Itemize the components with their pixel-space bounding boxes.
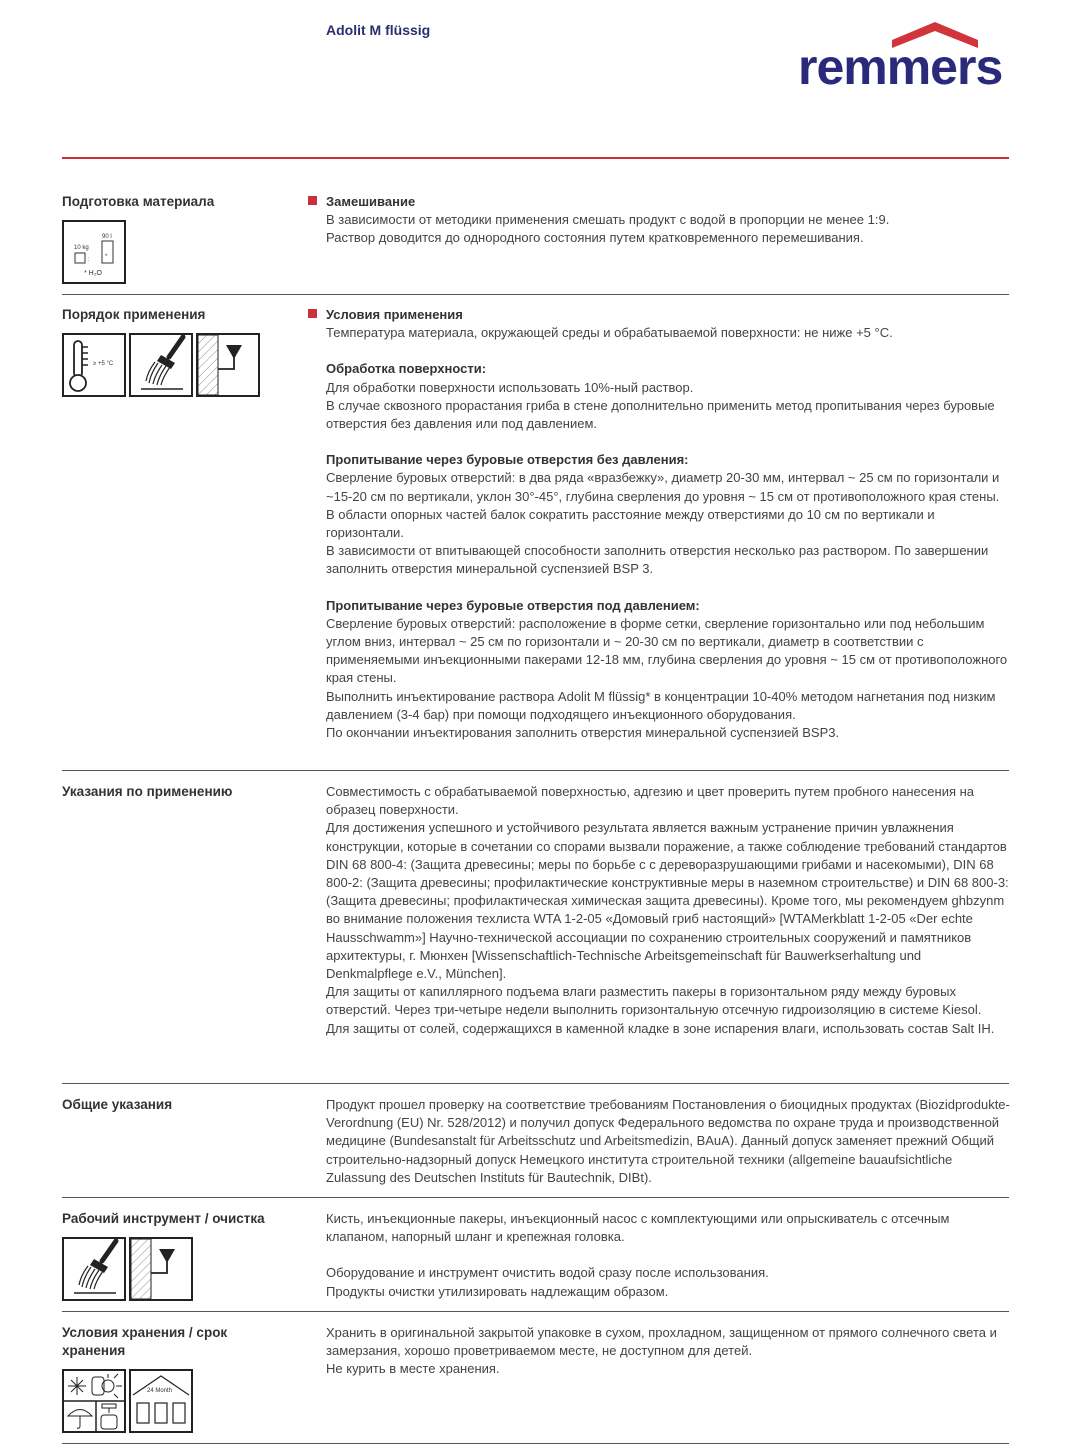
header-divider — [62, 157, 1009, 159]
section-title: Указания по применению — [62, 784, 233, 799]
text-line: Для достижения успешного и устойчивого результата является важным устранение причин увлажнения конструкции, которые в сочетании со спорами вызвали поражение, а также соблюдение требований стандартов DIN 68 800-4: (Защита древесины; меры по борьбе с с дереворазрушающими грибами и насекомыми), DIN 68 800-2: (Защита древесины; профилактические конструктивные меры в наземном строительстве) и DIN 68 800-3: (Защита древесины; профилактическая химическая защита древесины). Кроме того, мы рекомендуем ghbzynm во внимание положения техлиста WTA 1-2-05 «Домовый гриб настоящий» [WTAMerkblatt 1-2-05 «Der echte Hausschwamm»] Научно-технической ассоциации по сохранению строительных сооружений и памятников архитектуры, г. Мюнхен [Wissenschaftlich-Technische Arbeitsgemeinschaft für Bauwerkserhaltung und Denkmalpflege e.V., München]. — [326, 820, 1009, 982]
section-body — [326, 1324, 1010, 1379]
section-title: Рабочий инструмент / очистка — [62, 1211, 265, 1226]
section-divider — [62, 1311, 1009, 1312]
text-line: Для защиты от капиллярного подъема влаги разместить пакеры в горизонтальном ряду между буровых отверстий. Через три-четыре недели выполнить горизонтальную отсечную гидроизоляцию в системе Kiesol. — [326, 984, 982, 1018]
text-line: Не курить в месте хранения. — [326, 1361, 500, 1377]
logo-text: remmers — [798, 39, 1003, 95]
section-body — [326, 306, 1010, 742]
subheading-mixing: Замешивание — [326, 193, 1010, 211]
text-line: Сверление буровых отверстий: в два ряда «вразбежку», диаметр 20-30 мм, интервал ~ 25 см по горизонтали и ~15-20 см по вертикали, уклон 30°-45°, глубина сверления до уровня ~ 15 см от противоположного края стены. — [326, 470, 1000, 504]
section-divider — [62, 1197, 1009, 1198]
text-line: Раствор доводится до однородного состояния путем кратковременного перемешивания. — [326, 230, 864, 246]
icon-label-water: * H₂O — [84, 270, 102, 277]
section-body — [326, 1096, 1010, 1187]
text-line: Совместимость с обрабатываемой поверхностью, адгезию и цвет проверить путем пробного нанесения на образец поверхности. — [326, 784, 975, 818]
bullet-marker — [308, 309, 317, 318]
section-divider — [62, 1083, 1009, 1084]
text-line: В области опорных частей балок сократить расстояние между отверстиями до 10 см по вертикали и горизонтали. — [326, 506, 935, 541]
icon-label-kg: 10 kg — [74, 245, 89, 251]
subheading-no-pressure: Пропитывание через буровые отверстия без давления: — [326, 452, 689, 468]
section-tools-cleaning — [62, 1210, 1009, 1310]
section-divider — [62, 1443, 1009, 1444]
section-general-notes — [62, 1096, 1009, 1196]
section-body — [326, 1210, 1010, 1301]
text-line: Для обработки поверхности использовать 10%-ный раствор. — [326, 379, 694, 395]
subheading-conditions: Условия применения — [326, 306, 1010, 324]
text-line: По окончании инъектирования заполнить отверстия минеральной суспензией BSP3. — [326, 725, 840, 741]
injection-icon — [196, 333, 260, 397]
svg-text:*: * — [105, 254, 108, 260]
bullet-marker — [308, 196, 317, 205]
icon-label-liters: 90 l — [102, 234, 112, 240]
subheading-surface-treatment: Обработка поверхности: — [326, 361, 487, 377]
section-storage — [62, 1324, 1009, 1444]
brush-icon — [62, 1237, 126, 1301]
injection-icon — [129, 1237, 193, 1301]
section-body — [326, 193, 1010, 248]
text-line: Хранить в оригинальной закрытой упаковке в сухом, прохладном, защищенном от прямого солнечного света и замерзания, хорошо проветриваемом месте, не доступном для детей. — [326, 1325, 997, 1359]
section-title: Порядок применения — [62, 307, 206, 322]
text-line: В зависимости от впитывающей способности заполнить отверстия несколько раз раствором. По завершении заполнить отверстия минеральной суспензией BSP 3. — [326, 543, 989, 577]
product-name: Adolit M flüssig — [326, 22, 431, 38]
text-line: Кисть, инъекционные пакеры, инъекционный насос с комплектующими или опрыскиватель с отсечным клапаном, напорный шланг и крепежная головка. — [326, 1211, 950, 1245]
section-divider — [62, 294, 1009, 295]
mixing-ratio-icon — [62, 220, 126, 284]
subheading-under-pressure: Пропитывание через буровые отверстия под давлением: — [326, 597, 700, 613]
text-line: В зависимости от методики применения смешать продукт с водой в пропорции не менее 1:9. — [326, 212, 890, 228]
section-application-notes — [62, 783, 1009, 1073]
text-line: Выполнить инъектирование раствора Adolit M flüssig* в концентрации 10-40% методом нагнетания под низким давлением (3-4 бар) при помощи подходящего инъекционного оборудования. — [326, 688, 996, 722]
section-application-procedure — [62, 306, 1009, 766]
shelf-life-icon — [129, 1369, 193, 1433]
icon-label-temp: ≥ +5 °C — [93, 361, 114, 367]
text-line: В случае сквозного прорастания гриба в стене дополнительно применить метод пропитывания через буровые отверстия без давления или под давлением. — [326, 397, 995, 432]
text-line: Сверление буровых отверстий: расположение в форме сетки, сверление горизонтально или под небольшим углом вниз, интервал ~ 25 см по горизонтали и ~ 20-30 см по вертикали, диаметр в соответствии с применяемыми инъекционными пакерами 12-18 мм, глубина сверления до уровня ~ 15 см от противоположного края стены. — [326, 615, 1008, 686]
icon-label-months: 24 Month — [147, 1388, 173, 1394]
svg-text::: : — [88, 257, 90, 263]
text-line: Для защиты от солей, содержащихся в каменной кладке в зоне испарения влаги, использовать состав Salt IH. — [326, 1020, 995, 1036]
text-line: Оборудование и инструмент очистить водой сразу после использования. — [326, 1265, 769, 1281]
text-line: Температура материала, окружающей среды и обрабатываемой поверхности: не ниже +5 °C. — [326, 325, 893, 341]
section-body — [326, 783, 1010, 1038]
section-divider — [62, 770, 1009, 771]
section-material-preparation — [62, 193, 1009, 293]
section-title: Условия хранения / срок хранения — [62, 1325, 228, 1358]
text-line: Продукты очистки утилизировать надлежащим образом. — [326, 1283, 669, 1299]
remmers-logo — [798, 22, 1012, 94]
thermometer-icon — [62, 333, 126, 397]
storage-conditions-icon — [62, 1369, 126, 1433]
brush-icon — [129, 333, 193, 397]
text-line: Продукт прошел проверку на соответствие требованиям Постановления о биоцидных продуктах (Biozidprodukte-Verordnung (EU) Nr. 528/2012) и получил допуск Федерального ведомства по охране труда и производственной медицине (Bundesanstalt für Arbeitsschutz und Arbeitsmedizin, BAuA). Данный допуск заменяет прежний Общий строительно-надзорный допуск Немецкого института строительной техники (allgemeine bauaufsichtliche Zulassung des Deutschen Instituts für Bautechnik, DIBt). — [326, 1097, 1010, 1185]
section-title: Подготовка материала — [62, 194, 215, 209]
section-title: Общие указания — [62, 1097, 173, 1112]
